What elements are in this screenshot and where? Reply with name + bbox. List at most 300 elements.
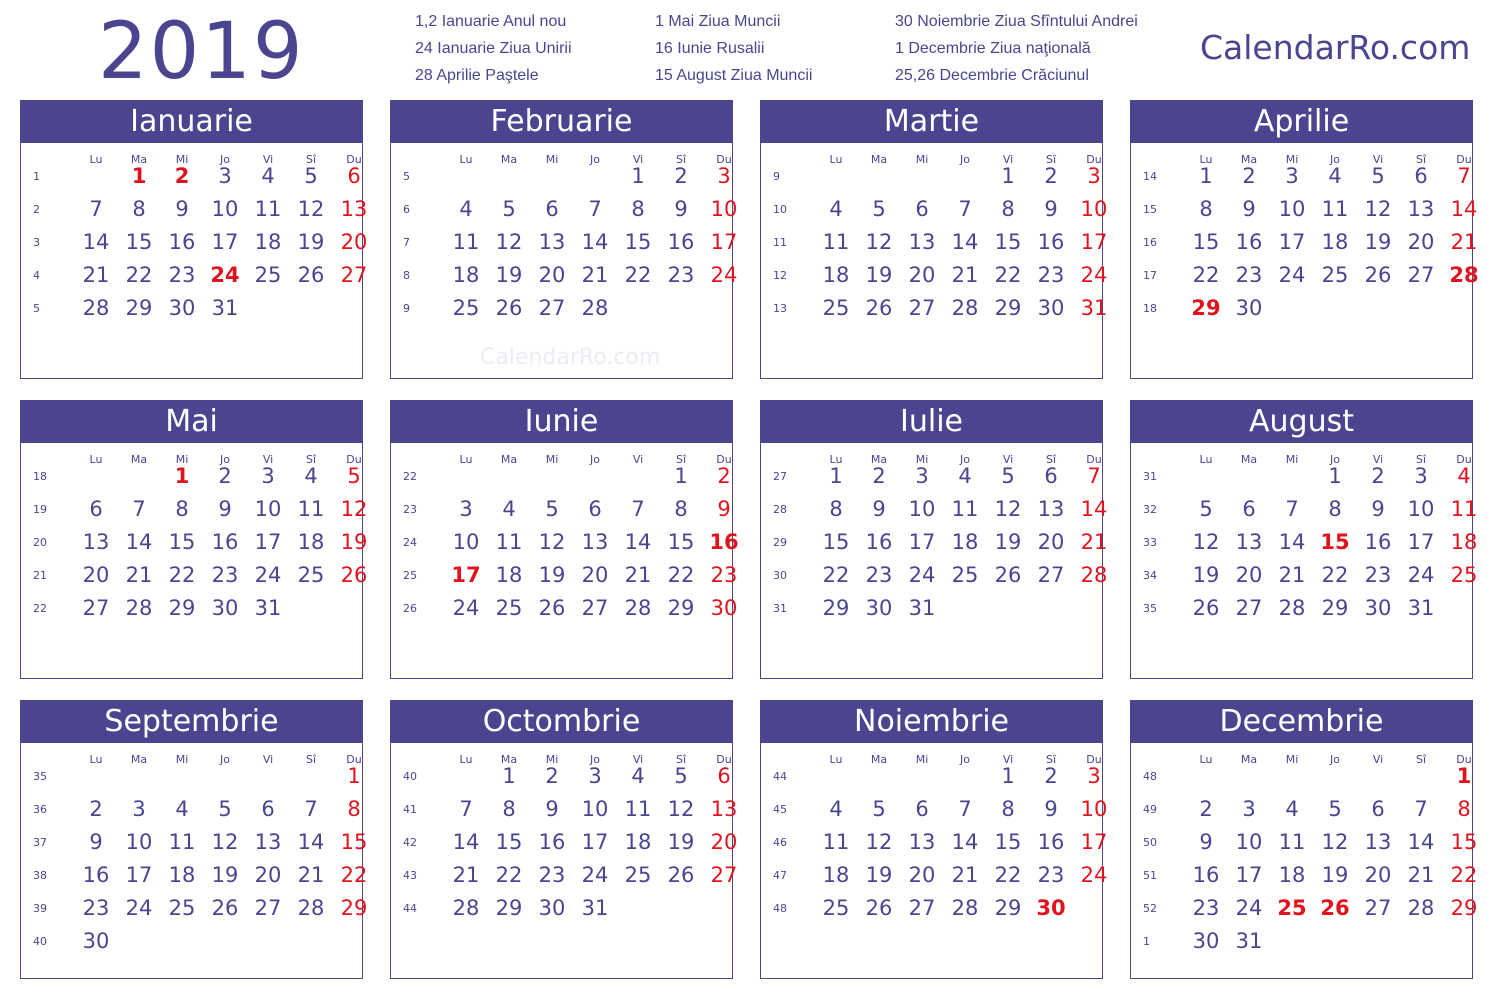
day-cell[interactable]: 16 <box>82 862 110 887</box>
day-cell[interactable]: 10 <box>211 196 239 221</box>
day-cell[interactable]: 6 <box>1414 163 1428 188</box>
day-cell[interactable]: 1 <box>1199 163 1213 188</box>
day-cell[interactable]: 21 <box>951 862 979 887</box>
day-cell[interactable]: 6 <box>347 163 361 188</box>
day-cell[interactable]: 18 <box>1278 862 1306 887</box>
day-cell[interactable]: 29 <box>994 895 1022 920</box>
day-cell[interactable]: 29 <box>994 295 1022 320</box>
day-cell[interactable]: 24 <box>908 562 936 587</box>
day-cell[interactable]: 2 <box>1044 163 1058 188</box>
day-cell[interactable]: 27 <box>1037 562 1065 587</box>
day-cell[interactable]: 17 <box>254 529 282 554</box>
day-cell[interactable]: 24 <box>1407 562 1435 587</box>
day-cell[interactable]: 21 <box>452 862 480 887</box>
day-cell[interactable]: 6 <box>915 796 929 821</box>
day-cell[interactable]: 17 <box>908 529 936 554</box>
day-cell[interactable]: 18 <box>452 262 480 287</box>
day-cell[interactable]: 1 <box>829 463 843 488</box>
day-cell[interactable]: 3 <box>1087 763 1101 788</box>
day-cell[interactable]: 21 <box>297 862 325 887</box>
day-cell[interactable]: 15 <box>495 829 523 854</box>
day-cell[interactable]: 23 <box>1192 895 1220 920</box>
day-cell[interactable]: 29 <box>822 595 850 620</box>
day-cell[interactable]: 10 <box>1235 829 1263 854</box>
day-cell[interactable]: 4 <box>829 796 843 821</box>
day-cell[interactable]: 30 <box>1364 595 1392 620</box>
day-cell[interactable]: 23 <box>538 862 566 887</box>
day-cell[interactable]: 30 <box>211 595 239 620</box>
day-cell[interactable]: 6 <box>261 796 275 821</box>
day-cell[interactable]: 13 <box>1235 529 1263 554</box>
day-cell[interactable]: 15 <box>125 229 153 254</box>
day-cell[interactable]: 16 <box>211 529 239 554</box>
day-cell[interactable]: 30 <box>1036 895 1066 920</box>
day-cell[interactable]: 26 <box>495 295 523 320</box>
day-cell[interactable]: 27 <box>581 595 609 620</box>
day-cell[interactable]: 5 <box>502 196 516 221</box>
day-cell[interactable]: 9 <box>1242 196 1256 221</box>
day-cell[interactable]: 28 <box>452 895 480 920</box>
day-cell[interactable]: 8 <box>1001 196 1015 221</box>
day-cell[interactable]: 13 <box>1407 196 1435 221</box>
day-cell[interactable]: 6 <box>1242 496 1256 521</box>
day-cell[interactable]: 22 <box>168 562 196 587</box>
day-cell[interactable]: 14 <box>1080 496 1108 521</box>
day-cell[interactable]: 17 <box>1407 529 1435 554</box>
day-cell[interactable]: 17 <box>1235 862 1263 887</box>
day-cell[interactable]: 21 <box>1278 562 1306 587</box>
day-cell[interactable]: 14 <box>951 829 979 854</box>
day-cell[interactable]: 4 <box>502 496 516 521</box>
day-cell[interactable]: 7 <box>89 196 103 221</box>
day-cell[interactable]: 15 <box>822 529 850 554</box>
day-cell[interactable]: 26 <box>1320 895 1350 920</box>
day-cell[interactable]: 27 <box>82 595 110 620</box>
day-cell[interactable]: 17 <box>710 229 738 254</box>
day-cell[interactable]: 9 <box>545 796 559 821</box>
day-cell[interactable]: 22 <box>1321 562 1349 587</box>
day-cell[interactable]: 9 <box>872 496 886 521</box>
day-cell[interactable]: 2 <box>1371 463 1385 488</box>
day-cell[interactable]: 3 <box>1242 796 1256 821</box>
day-cell[interactable]: 20 <box>538 262 566 287</box>
day-cell[interactable]: 10 <box>1080 796 1108 821</box>
day-cell[interactable]: 20 <box>1037 529 1065 554</box>
day-cell[interactable]: 22 <box>994 262 1022 287</box>
day-cell[interactable]: 6 <box>1371 796 1385 821</box>
day-cell[interactable]: 2 <box>1199 796 1213 821</box>
day-cell[interactable]: 29 <box>1450 895 1478 920</box>
day-cell[interactable]: 31 <box>581 895 609 920</box>
day-cell[interactable]: 20 <box>581 562 609 587</box>
day-cell[interactable]: 28 <box>951 295 979 320</box>
day-cell[interactable]: 10 <box>1080 196 1108 221</box>
day-cell[interactable]: 12 <box>667 796 695 821</box>
day-cell[interactable]: 21 <box>1407 862 1435 887</box>
day-cell[interactable]: 29 <box>1191 295 1221 320</box>
day-cell[interactable]: 13 <box>908 229 936 254</box>
day-cell[interactable]: 17 <box>211 229 239 254</box>
day-cell[interactable]: 4 <box>304 463 318 488</box>
day-cell[interactable]: 27 <box>908 295 936 320</box>
day-cell[interactable]: 2 <box>174 163 190 188</box>
day-cell[interactable]: 26 <box>1364 262 1392 287</box>
day-cell[interactable]: 18 <box>822 862 850 887</box>
day-cell[interactable]: 29 <box>125 295 153 320</box>
day-cell[interactable]: 16 <box>1364 529 1392 554</box>
day-cell[interactable]: 2 <box>545 763 559 788</box>
day-cell[interactable]: 1 <box>502 763 516 788</box>
day-cell[interactable]: 24 <box>581 862 609 887</box>
day-cell[interactable]: 20 <box>1407 229 1435 254</box>
day-cell[interactable]: 25 <box>1277 895 1307 920</box>
day-cell[interactable]: 18 <box>822 262 850 287</box>
day-cell[interactable]: 6 <box>1044 463 1058 488</box>
day-cell[interactable]: 12 <box>211 829 239 854</box>
day-cell[interactable]: 14 <box>1450 196 1478 221</box>
day-cell[interactable]: 31 <box>908 595 936 620</box>
day-cell[interactable]: 4 <box>1285 796 1299 821</box>
day-cell[interactable]: 28 <box>82 295 110 320</box>
day-cell[interactable]: 28 <box>581 295 609 320</box>
day-cell[interactable]: 30 <box>865 595 893 620</box>
day-cell[interactable]: 12 <box>1364 196 1392 221</box>
day-cell[interactable]: 21 <box>624 562 652 587</box>
day-cell[interactable]: 19 <box>495 262 523 287</box>
day-cell[interactable]: 24 <box>1235 895 1263 920</box>
day-cell[interactable]: 18 <box>297 529 325 554</box>
day-cell[interactable]: 20 <box>908 262 936 287</box>
day-cell[interactable]: 11 <box>1321 196 1349 221</box>
day-cell[interactable]: 9 <box>175 196 189 221</box>
day-cell[interactable]: 22 <box>340 862 368 887</box>
day-cell[interactable]: 9 <box>1371 496 1385 521</box>
day-cell[interactable]: 17 <box>1080 229 1108 254</box>
day-cell[interactable]: 16 <box>709 529 739 554</box>
day-cell[interactable]: 15 <box>1450 829 1478 854</box>
day-cell[interactable]: 19 <box>340 529 368 554</box>
day-cell[interactable]: 29 <box>340 895 368 920</box>
day-cell[interactable]: 18 <box>168 862 196 887</box>
day-cell[interactable]: 1 <box>131 163 147 188</box>
day-cell[interactable]: 27 <box>908 895 936 920</box>
day-cell[interactable]: 4 <box>1328 163 1342 188</box>
day-cell[interactable]: 12 <box>538 529 566 554</box>
day-cell[interactable]: 24 <box>254 562 282 587</box>
day-cell[interactable]: 23 <box>1364 562 1392 587</box>
day-cell[interactable]: 19 <box>297 229 325 254</box>
day-cell[interactable]: 15 <box>667 529 695 554</box>
day-cell[interactable]: 5 <box>218 796 232 821</box>
day-cell[interactable]: 12 <box>297 196 325 221</box>
day-cell[interactable]: 9 <box>1044 196 1058 221</box>
day-cell[interactable]: 24 <box>1080 262 1108 287</box>
day-cell[interactable]: 4 <box>175 796 189 821</box>
day-cell[interactable]: 14 <box>951 229 979 254</box>
day-cell[interactable]: 13 <box>908 829 936 854</box>
day-cell[interactable]: 5 <box>872 796 886 821</box>
day-cell[interactable]: 11 <box>822 829 850 854</box>
day-cell[interactable]: 27 <box>254 895 282 920</box>
day-cell[interactable]: 3 <box>1087 163 1101 188</box>
day-cell[interactable]: 25 <box>624 862 652 887</box>
day-cell[interactable]: 27 <box>538 295 566 320</box>
day-cell[interactable]: 24 <box>210 262 240 287</box>
day-cell[interactable]: 11 <box>822 229 850 254</box>
day-cell[interactable]: 4 <box>829 196 843 221</box>
day-cell[interactable]: 16 <box>1037 229 1065 254</box>
day-cell[interactable]: 22 <box>624 262 652 287</box>
day-cell[interactable]: 6 <box>588 496 602 521</box>
day-cell[interactable]: 8 <box>631 196 645 221</box>
day-cell[interactable]: 25 <box>495 595 523 620</box>
day-cell[interactable]: 31 <box>254 595 282 620</box>
day-cell[interactable]: 14 <box>581 229 609 254</box>
day-cell[interactable]: 16 <box>1192 862 1220 887</box>
day-cell[interactable]: 9 <box>1044 796 1058 821</box>
day-cell[interactable]: 30 <box>538 895 566 920</box>
day-cell[interactable]: 10 <box>254 496 282 521</box>
day-cell[interactable]: 28 <box>1278 595 1306 620</box>
day-cell[interactable]: 25 <box>822 895 850 920</box>
day-cell[interactable]: 2 <box>1242 163 1256 188</box>
day-cell[interactable]: 27 <box>1364 895 1392 920</box>
day-cell[interactable]: 16 <box>168 229 196 254</box>
day-cell[interactable]: 21 <box>82 262 110 287</box>
day-cell[interactable]: 26 <box>865 295 893 320</box>
day-cell[interactable]: 26 <box>865 895 893 920</box>
day-cell[interactable]: 12 <box>865 829 893 854</box>
day-cell[interactable]: 13 <box>254 829 282 854</box>
day-cell[interactable]: 9 <box>89 829 103 854</box>
day-cell[interactable]: 11 <box>1450 496 1478 521</box>
day-cell[interactable]: 18 <box>951 529 979 554</box>
day-cell[interactable]: 1 <box>174 463 190 488</box>
day-cell[interactable]: 20 <box>1364 862 1392 887</box>
day-cell[interactable]: 27 <box>1407 262 1435 287</box>
day-cell[interactable]: 1 <box>1001 763 1015 788</box>
day-cell[interactable]: 4 <box>459 196 473 221</box>
day-cell[interactable]: 12 <box>1321 829 1349 854</box>
day-cell[interactable]: 1 <box>1001 163 1015 188</box>
day-cell[interactable]: 17 <box>125 862 153 887</box>
day-cell[interactable]: 7 <box>1087 463 1101 488</box>
day-cell[interactable]: 24 <box>710 262 738 287</box>
day-cell[interactable]: 24 <box>1278 262 1306 287</box>
day-cell[interactable]: 5 <box>1371 163 1385 188</box>
day-cell[interactable]: 25 <box>951 562 979 587</box>
day-cell[interactable]: 12 <box>994 496 1022 521</box>
day-cell[interactable]: 11 <box>951 496 979 521</box>
day-cell[interactable]: 14 <box>297 829 325 854</box>
day-cell[interactable]: 8 <box>347 796 361 821</box>
day-cell[interactable]: 14 <box>82 229 110 254</box>
day-cell[interactable]: 4 <box>261 163 275 188</box>
day-cell[interactable]: 8 <box>1001 796 1015 821</box>
day-cell[interactable]: 7 <box>958 196 972 221</box>
day-cell[interactable]: 10 <box>1407 496 1435 521</box>
day-cell[interactable]: 3 <box>261 463 275 488</box>
day-cell[interactable]: 24 <box>125 895 153 920</box>
day-cell[interactable]: 21 <box>1080 529 1108 554</box>
day-cell[interactable]: 28 <box>1407 895 1435 920</box>
day-cell[interactable]: 29 <box>495 895 523 920</box>
day-cell[interactable]: 3 <box>717 163 731 188</box>
day-cell[interactable]: 6 <box>545 196 559 221</box>
day-cell[interactable]: 15 <box>1320 529 1350 554</box>
day-cell[interactable]: 16 <box>1037 829 1065 854</box>
day-cell[interactable]: 31 <box>1080 295 1108 320</box>
day-cell[interactable]: 19 <box>994 529 1022 554</box>
day-cell[interactable]: 3 <box>1285 163 1299 188</box>
day-cell[interactable]: 31 <box>1407 595 1435 620</box>
day-cell[interactable]: 20 <box>908 862 936 887</box>
day-cell[interactable]: 7 <box>1285 496 1299 521</box>
day-cell[interactable]: 15 <box>340 829 368 854</box>
day-cell[interactable]: 10 <box>710 196 738 221</box>
day-cell[interactable]: 15 <box>994 829 1022 854</box>
day-cell[interactable]: 12 <box>340 496 368 521</box>
day-cell[interactable]: 31 <box>211 295 239 320</box>
day-cell[interactable]: 22 <box>822 562 850 587</box>
day-cell[interactable]: 25 <box>297 562 325 587</box>
day-cell[interactable]: 12 <box>1192 529 1220 554</box>
day-cell[interactable]: 8 <box>674 496 688 521</box>
day-cell[interactable]: 19 <box>538 562 566 587</box>
day-cell[interactable]: 18 <box>495 562 523 587</box>
day-cell[interactable]: 5 <box>304 163 318 188</box>
day-cell[interactable]: 5 <box>1001 463 1015 488</box>
day-cell[interactable]: 11 <box>452 229 480 254</box>
day-cell[interactable]: 23 <box>82 895 110 920</box>
day-cell[interactable]: 21 <box>951 262 979 287</box>
day-cell[interactable]: 18 <box>1321 229 1349 254</box>
day-cell[interactable]: 26 <box>667 862 695 887</box>
day-cell[interactable]: 13 <box>82 529 110 554</box>
day-cell[interactable]: 25 <box>254 262 282 287</box>
day-cell[interactable]: 23 <box>710 562 738 587</box>
day-cell[interactable]: 1 <box>1328 463 1342 488</box>
day-cell[interactable]: 25 <box>1321 262 1349 287</box>
day-cell[interactable]: 5 <box>1199 496 1213 521</box>
day-cell[interactable]: 19 <box>211 862 239 887</box>
day-cell[interactable]: 4 <box>958 463 972 488</box>
day-cell[interactable]: 21 <box>125 562 153 587</box>
day-cell[interactable]: 10 <box>1278 196 1306 221</box>
day-cell[interactable]: 28 <box>297 895 325 920</box>
day-cell[interactable]: 28 <box>1080 562 1108 587</box>
day-cell[interactable]: 21 <box>1450 229 1478 254</box>
day-cell[interactable]: 26 <box>340 562 368 587</box>
day-cell[interactable]: 3 <box>588 763 602 788</box>
day-cell[interactable]: 7 <box>588 196 602 221</box>
day-cell[interactable]: 16 <box>865 529 893 554</box>
day-cell[interactable]: 30 <box>82 928 110 953</box>
day-cell[interactable]: 23 <box>168 262 196 287</box>
day-cell[interactable]: 2 <box>717 463 731 488</box>
day-cell[interactable]: 22 <box>994 862 1022 887</box>
day-cell[interactable]: 11 <box>168 829 196 854</box>
day-cell[interactable]: 16 <box>667 229 695 254</box>
day-cell[interactable]: 26 <box>538 595 566 620</box>
day-cell[interactable]: 25 <box>822 295 850 320</box>
day-cell[interactable]: 20 <box>710 829 738 854</box>
day-cell[interactable]: 5 <box>347 463 361 488</box>
day-cell[interactable]: 2 <box>872 463 886 488</box>
day-cell[interactable]: 13 <box>1037 496 1065 521</box>
day-cell[interactable]: 15 <box>994 229 1022 254</box>
day-cell[interactable]: 8 <box>1457 796 1471 821</box>
day-cell[interactable]: 26 <box>297 262 325 287</box>
day-cell[interactable]: 10 <box>908 496 936 521</box>
day-cell[interactable]: 19 <box>865 862 893 887</box>
day-cell[interactable]: 21 <box>581 262 609 287</box>
day-cell[interactable]: 31 <box>1235 928 1263 953</box>
day-cell[interactable]: 15 <box>168 529 196 554</box>
day-cell[interactable]: 28 <box>624 595 652 620</box>
day-cell[interactable]: 6 <box>717 763 731 788</box>
day-cell[interactable]: 7 <box>1457 163 1471 188</box>
day-cell[interactable]: 22 <box>125 262 153 287</box>
day-cell[interactable]: 13 <box>538 229 566 254</box>
day-cell[interactable]: 5 <box>1328 796 1342 821</box>
day-cell[interactable]: 8 <box>829 496 843 521</box>
day-cell[interactable]: 29 <box>1321 595 1349 620</box>
day-cell[interactable]: 30 <box>710 595 738 620</box>
day-cell[interactable]: 25 <box>1450 562 1478 587</box>
day-cell[interactable]: 1 <box>674 463 688 488</box>
day-cell[interactable]: 7 <box>459 796 473 821</box>
day-cell[interactable]: 29 <box>667 595 695 620</box>
day-cell[interactable]: 28 <box>951 895 979 920</box>
day-cell[interactable]: 11 <box>297 496 325 521</box>
day-cell[interactable]: 1 <box>631 163 645 188</box>
day-cell[interactable]: 22 <box>495 862 523 887</box>
day-cell[interactable]: 17 <box>451 562 481 587</box>
day-cell[interactable]: 6 <box>89 496 103 521</box>
day-cell[interactable]: 22 <box>1450 862 1478 887</box>
day-cell[interactable]: 3 <box>132 796 146 821</box>
day-cell[interactable]: 19 <box>667 829 695 854</box>
day-cell[interactable]: 20 <box>254 862 282 887</box>
day-cell[interactable]: 23 <box>1235 262 1263 287</box>
day-cell[interactable]: 11 <box>624 796 652 821</box>
day-cell[interactable]: 8 <box>1199 196 1213 221</box>
day-cell[interactable]: 10 <box>452 529 480 554</box>
day-cell[interactable]: 19 <box>865 262 893 287</box>
day-cell[interactable]: 9 <box>674 196 688 221</box>
day-cell[interactable]: 7 <box>132 496 146 521</box>
day-cell[interactable]: 30 <box>1037 295 1065 320</box>
day-cell[interactable]: 3 <box>218 163 232 188</box>
day-cell[interactable]: 26 <box>211 895 239 920</box>
day-cell[interactable]: 23 <box>1037 862 1065 887</box>
day-cell[interactable]: 2 <box>218 463 232 488</box>
day-cell[interactable]: 26 <box>994 562 1022 587</box>
day-cell[interactable]: 30 <box>1192 928 1220 953</box>
day-cell[interactable]: 24 <box>452 595 480 620</box>
day-cell[interactable]: 11 <box>495 529 523 554</box>
day-cell[interactable]: 20 <box>340 229 368 254</box>
day-cell[interactable]: 26 <box>1192 595 1220 620</box>
day-cell[interactable]: 3 <box>1414 463 1428 488</box>
day-cell[interactable]: 12 <box>865 229 893 254</box>
day-cell[interactable]: 6 <box>915 196 929 221</box>
day-cell[interactable]: 13 <box>1364 829 1392 854</box>
day-cell[interactable]: 14 <box>125 529 153 554</box>
day-cell[interactable]: 15 <box>624 229 652 254</box>
day-cell[interactable]: 27 <box>1235 595 1263 620</box>
